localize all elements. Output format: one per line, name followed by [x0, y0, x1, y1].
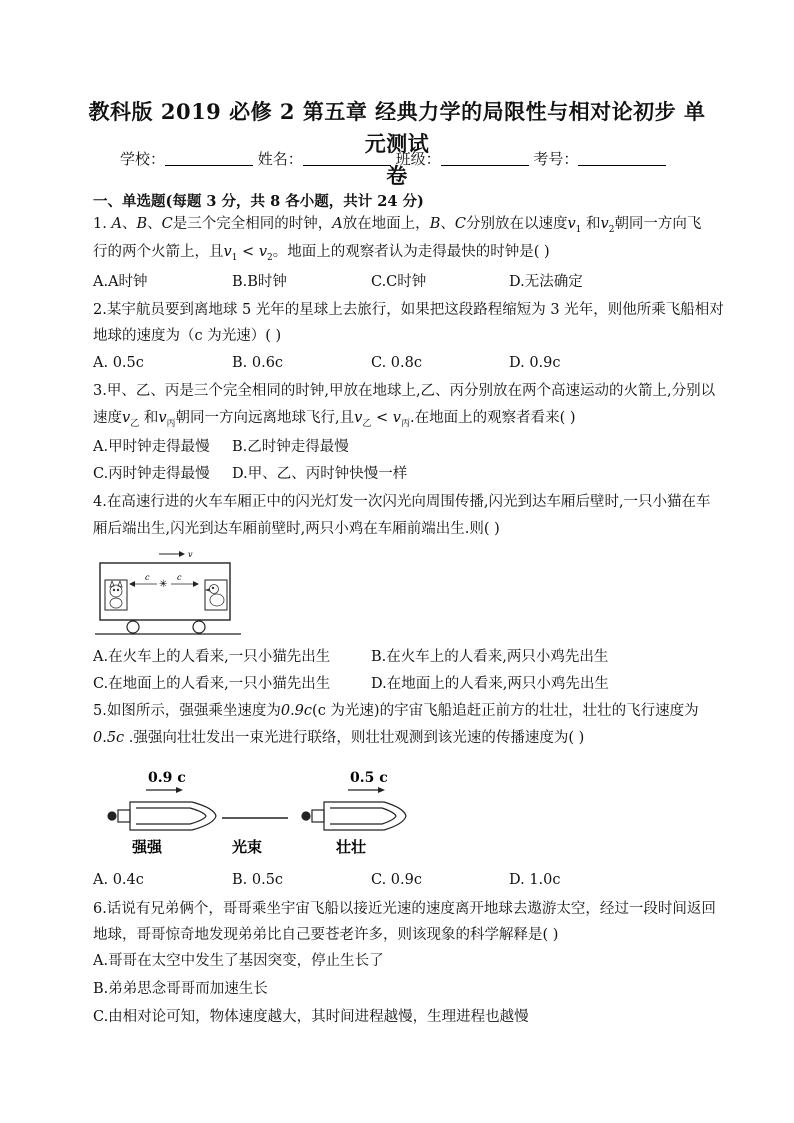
school-label: 学校：	[120, 150, 166, 168]
q5-option-d[interactable]: D. 1.0c	[509, 872, 561, 888]
section-title: 一、单选题(每题 3 分，共 8 各小题，共计 24 分)	[93, 193, 424, 210]
q6-option-b[interactable]: B.弟弟思念哥哥而加速生长	[93, 981, 268, 997]
spaceship-figure	[92, 760, 412, 864]
class-blank[interactable]	[441, 149, 529, 166]
q2-line-2: 地球的速度为（c 为光速）( )	[93, 328, 282, 344]
q1-option-d[interactable]: D.无法确定	[509, 274, 583, 290]
school-blank[interactable]	[165, 149, 253, 166]
chick-box	[205, 580, 227, 610]
speed1-label: 0.9 c	[148, 770, 186, 786]
ship-zhuangzhuang	[302, 802, 406, 830]
q3-line-1: 3.甲、乙、丙是三个完全相同的时钟,甲放在地球上,乙、丙分别放在两个高速运动的火箭上,分别以	[93, 383, 716, 399]
q3-line-2: 速度$v_乙$ 和$v_丙$朝同一方向远离地球飞行,且$v_乙 < v_丙$.在地面上的观察者看来( )	[93, 410, 576, 429]
q2-option-d[interactable]: D. 0.9c	[509, 355, 561, 371]
q5-option-a[interactable]: A. 0.4c	[93, 872, 144, 888]
name-blank[interactable]	[303, 149, 391, 166]
q1-line-2: 行的两个火箭上，且$v_1 < v_2$。地面上的观察者认为走得最快的时钟是( )	[93, 244, 550, 263]
q6-line-1: 6.话说有兄弟俩个，哥哥乘坐宇宙飞船以接近光速的速度离开地球去遨游太空，经过一段时间返回	[93, 901, 716, 917]
q1-option-a[interactable]: A.A时钟	[93, 274, 148, 290]
wheel-right	[193, 621, 205, 633]
ship-qiangqiang	[108, 802, 216, 830]
q5-line-2: 0.5c .强强向壮壮发出一束光进行联络，则壮壮观测到该光速的传播速度为( )	[93, 730, 585, 746]
light-left-arrowhead	[129, 581, 135, 587]
number-label: 考号：	[533, 150, 579, 168]
q6-option-c[interactable]: C.由相对论可知，物体速度越大，其时间进程越慢，生理进程也越慢	[93, 1009, 529, 1025]
q1-option-b[interactable]: B.B时钟	[232, 274, 287, 290]
light-right-arrowhead	[193, 581, 199, 587]
q4-option-d[interactable]: D.在地面上的人看来,两只小鸡先出生	[371, 676, 609, 692]
q4-line-2: 厢后端出生,闪光到达车厢前壁时,两只小鸡在车厢前端出生.则( )	[93, 521, 500, 537]
light-right-label: c	[177, 573, 182, 582]
name-qiangqiang: 强强	[132, 838, 163, 856]
page-title	[80, 96, 714, 192]
q3-option-d[interactable]: D.甲、乙、丙时钟快慢一样	[232, 466, 408, 482]
q5-line-1: 5.如图所示，强强乘坐速度为0.9c(c 为光速)的宇宙飞船追赶正前方的壮壮，壮壮的飞行速度为	[93, 703, 699, 719]
train-figure	[95, 548, 245, 640]
velocity-arrowhead	[179, 551, 185, 557]
student-info	[120, 148, 666, 169]
q1-line-1: 1. A、B、C是三个完全相同的时钟，A放在地面上，B、C分别放在以速度$v_1$ 和$v_2$朝同一方向飞	[93, 216, 702, 235]
q5-option-c[interactable]: C. 0.9c	[371, 872, 422, 888]
q4-option-c[interactable]: C.在地面上的人看来,一只小猫先出生	[93, 676, 331, 692]
q3-option-a[interactable]: A.甲时钟走得最慢	[93, 439, 210, 455]
q2-line-1: 2.某宇航员要到离地球 5 光年的星球上去旅行，如果把这段路程缩短为 3 光年，则他所乘飞船相对	[93, 302, 724, 318]
q4-option-a[interactable]: A.在火车上的人看来,一只小猫先出生	[93, 649, 331, 665]
class-label: 班级：	[395, 150, 441, 168]
kitten-box	[105, 580, 127, 610]
q3-option-b[interactable]: B.乙时钟走得最慢	[232, 439, 349, 455]
flash-icon: ✳	[159, 579, 168, 590]
name-light-beam: 光束	[232, 838, 263, 856]
q2-option-b[interactable]: B. 0.6c	[232, 355, 284, 371]
chick-icon	[206, 585, 224, 607]
q4-option-b[interactable]: B.在火车上的人看来,两只小鸡先出生	[371, 649, 609, 665]
q2-option-a[interactable]: A. 0.5c	[93, 355, 144, 371]
q3-option-c[interactable]: C.丙时钟走得最慢	[93, 466, 210, 482]
light-left-label: c	[145, 573, 150, 582]
number-blank[interactable]	[578, 149, 666, 166]
title-line-1: 教科版 2019 必修 2 第五章 经典力学的局限性与相对论初步 单元测试	[88, 99, 706, 156]
speed2-label: 0.5 c	[350, 770, 388, 786]
q1-option-c[interactable]: C.C时钟	[371, 274, 427, 290]
q5-option-b[interactable]: B. 0.5c	[232, 872, 284, 888]
q4-line-1: 4.在高速行进的火车车厢正中的闪光灯发一次闪光向周围传播,闪光到达车厢后壁时,一只小猫在车	[93, 494, 711, 510]
q6-option-a[interactable]: A.哥哥在太空中发生了基因突变，停止生长了	[93, 953, 384, 969]
velocity-label: v	[188, 550, 193, 559]
q6-line-2: 地球，哥哥惊奇地发现弟弟比自己要苍老许多，则该现象的科学解释是( )	[93, 927, 559, 943]
wheel-left	[127, 621, 139, 633]
kitten-icon	[110, 581, 122, 608]
name-zhuangzhuang: 壮壮	[336, 838, 367, 856]
title-line-2: 卷	[386, 163, 408, 188]
q2-option-c[interactable]: C. 0.8c	[371, 355, 422, 371]
name-label: 姓名：	[257, 150, 303, 168]
